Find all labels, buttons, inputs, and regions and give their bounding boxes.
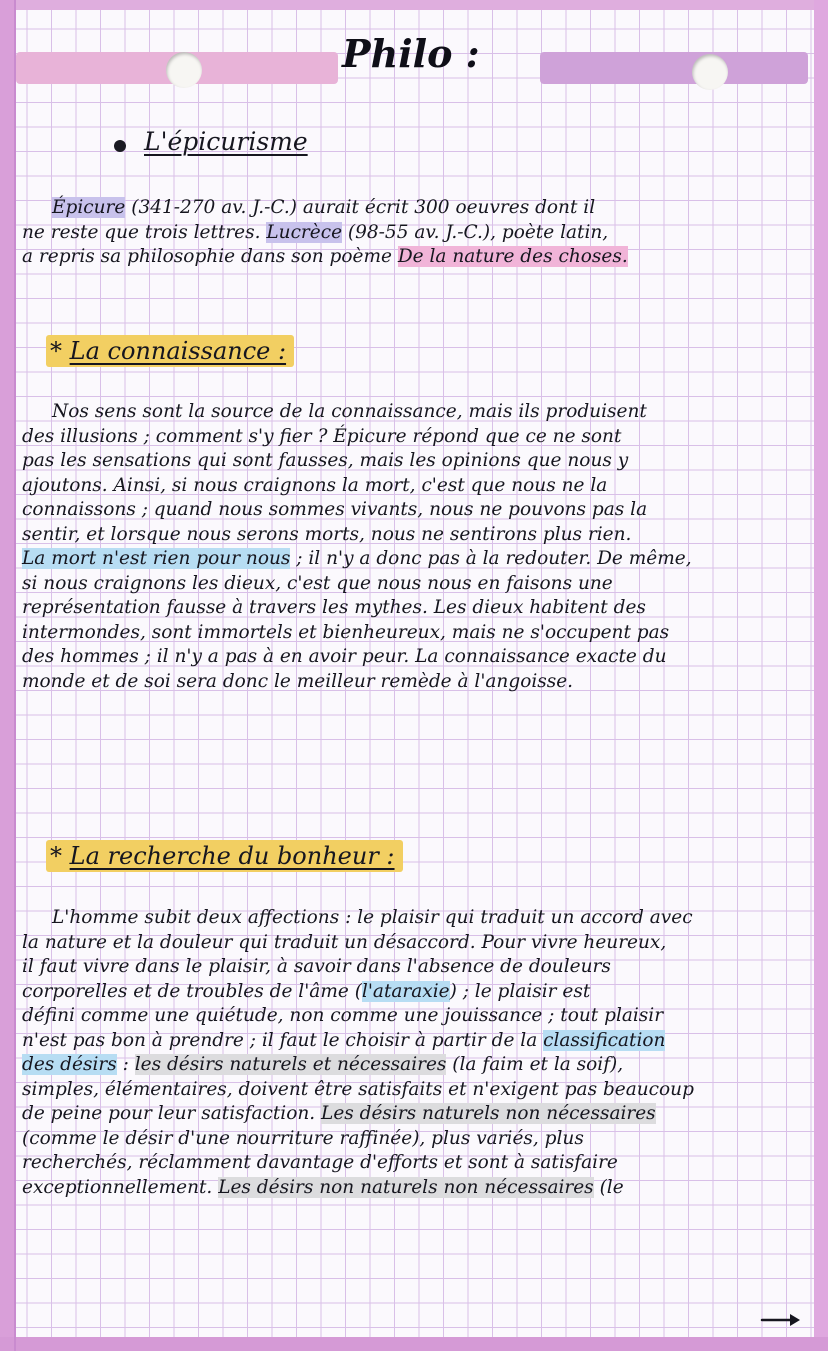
text-segment: des illusions ; comment s'y fier ? Épicure répond que ce ne sont [22,425,622,447]
section-heading-connaissance [46,334,294,368]
text-line [22,621,812,646]
arrow-right-icon [760,1310,802,1330]
text-segment: la nature et la douleur qui traduit un désaccord. Pour vivre heureux, [22,931,667,953]
text-segment: Nos sens sont la source de la connaissance, mais ils produisent [52,401,647,422]
text-line [22,449,812,474]
text-segment: L'homme subit deux affections : le plaisir qui traduit un accord avec [52,907,693,928]
highlighted-text: l'ataraxie [361,980,450,1002]
page-border-bottom [0,1337,828,1351]
text-segment: ) ; le plaisir est [449,980,591,1002]
paragraph-bonheur [22,906,812,1200]
highlighted-text: De la nature des choses. [397,246,628,267]
text-line [22,221,812,246]
heading-star: * [50,842,62,870]
text-line [22,196,812,221]
text-line [22,1102,812,1127]
text-line [22,498,812,523]
text-line [22,1151,812,1176]
text-line [22,955,812,980]
text-segment: (le [593,1176,624,1198]
text-segment: (comme le désir d'une nourriture raffinée), plus variés, plus [22,1127,584,1149]
text-segment: de peine pour leur satisfaction. [22,1103,322,1124]
text-line [22,1004,812,1029]
text-line [22,400,812,425]
text-line [22,572,812,597]
text-line [22,425,812,450]
text-segment: ; il n'y a donc pas à la redouter. De même, [290,548,692,569]
text-segment: (98-55 av. J.-C.), poète latin, [342,221,609,243]
text-line [22,670,812,695]
text-segment: il faut vivre dans le plaisir, à savoir dans l'absence de douleurs [22,956,611,977]
text-line [22,474,812,499]
title-band-right [540,52,808,84]
highlighted-text: Les désirs naturels non nécessaires [321,1103,656,1124]
text-segment: a repris sa philosophie dans son poème [22,246,398,267]
text-line [22,245,812,270]
text-segment: (la faim et la soif), [446,1054,624,1075]
text-segment: exceptionnellement. [22,1176,219,1198]
text-line [22,547,812,572]
heading-text: La recherche du bonheur : [69,842,395,870]
text-line [22,1078,812,1103]
text-line [22,931,812,956]
paragraph-connaissance [22,400,812,694]
text-segment: ne reste que trois lettres. [22,221,267,243]
text-segment: simples, élémentaires, doivent être satisfaits et n'exigent pas beaucoup [22,1078,694,1100]
text-segment: pas les sensations qui sont fausses, mais les opinions que nous y [22,450,629,471]
text-line [22,1029,812,1054]
text-segment: défini comme une quiétude, non comme une jouissance ; tout plaisir [22,1005,664,1026]
text-line [22,906,812,931]
heading-star: * [50,337,62,365]
margin-line [14,0,16,1351]
text-segment: si nous craignons les dieux, c'est que nous nous en faisons une [22,572,613,594]
subtitle: L'épicurisme [144,127,308,156]
text-segment: sentir, et lorsque nous serons morts, nous ne sentirons plus rien. [22,523,632,545]
highlighted-text: La mort n'est rien pour nous [22,548,291,569]
highlighted-text: classification [543,1029,666,1051]
bullet-icon [114,140,126,152]
text-line [22,645,812,670]
text-line [22,1053,812,1078]
highlighted-text: Épicure [52,197,126,218]
highlighted-text: des désirs [22,1054,117,1075]
page-border-top [0,0,828,10]
text-segment: recherchés, réclamment davantage d'efforts et sont à satisfaire [22,1152,618,1173]
punch-hole-left [166,52,202,88]
text-segment: ajoutons. Ainsi, si nous craignons la mort, c'est que nous ne la [22,474,608,496]
highlighted-text: Les désirs non naturels non nécessaires [218,1176,594,1198]
page-title: Philo : [342,31,480,76]
text-segment: représentation fausse à travers les mythes. Les dieux habitent des [22,597,646,618]
text-segment: des hommes ; il n'y a pas à en avoir peur. La connaissance exacte du [22,646,667,667]
section-heading-bonheur [46,839,403,873]
intro-paragraph [22,196,812,270]
text-segment: corporelles et de troubles de l'âme ( [22,980,362,1002]
text-segment: connaissons ; quand nous sommes vivants, nous ne pouvons pas la [22,499,648,520]
text-line [22,596,812,621]
text-segment: : [116,1054,135,1075]
text-segment: monde et de soi sera donc le meilleur remède à l'angoisse. [22,670,574,692]
heading-text: La connaissance : [69,337,287,365]
text-line [22,523,812,548]
text-line [22,980,812,1005]
page-border-right [814,0,828,1351]
text-line [22,1176,812,1201]
text-segment: intermondes, sont immortels et bienheureux, mais ne s'occupent pas [22,621,670,643]
text-segment: (341-270 av. J.-C.) aurait écrit 300 oeuvres dont il [125,197,596,218]
highlighted-text: les désirs naturels et nécessaires [134,1054,447,1075]
text-line [22,1127,812,1152]
page-border-left [0,0,14,1351]
highlighted-text: Lucrèce [266,221,343,243]
text-segment: n'est pas bon à prendre ; il faut le choisir à partir de la [22,1029,544,1051]
punch-hole-right [692,54,728,90]
